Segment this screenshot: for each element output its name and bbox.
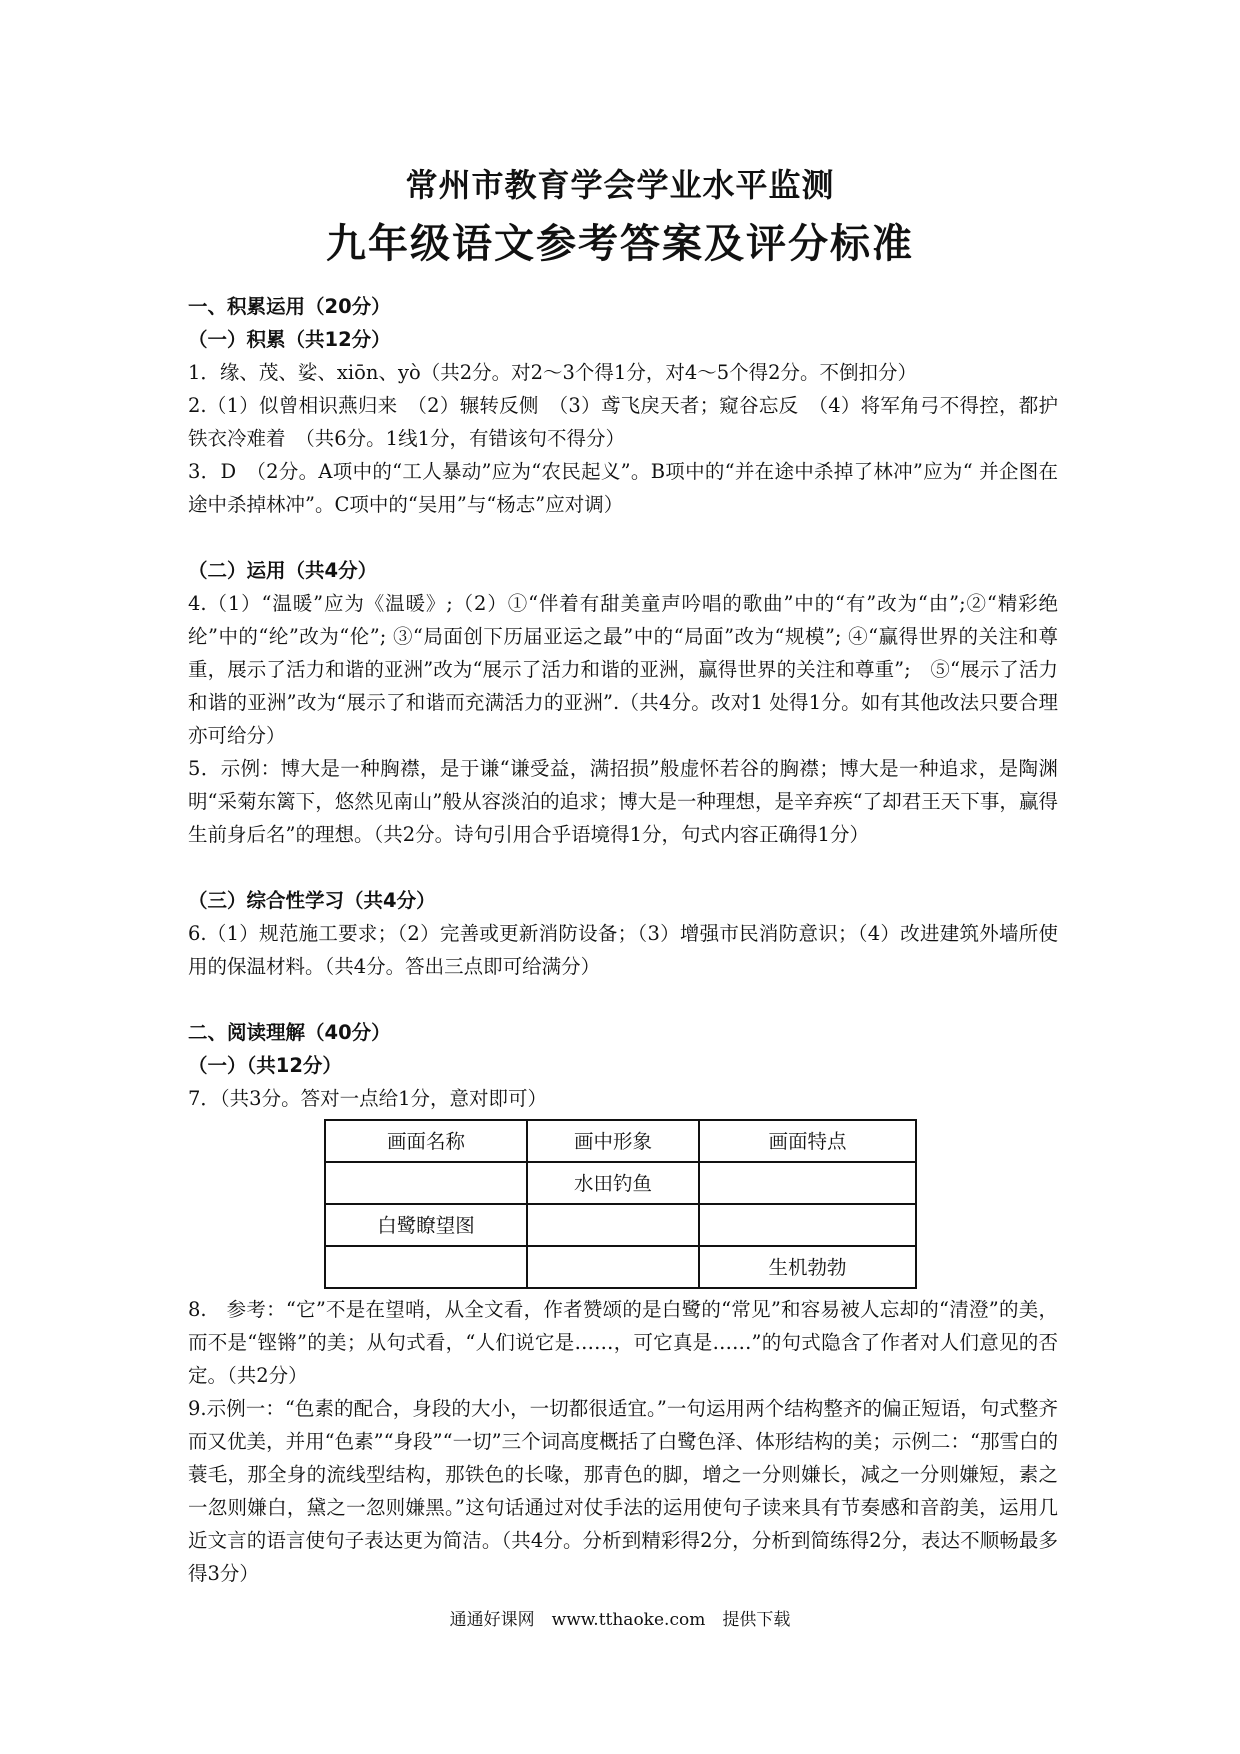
subsection-heading: （二）运用（共4分）	[188, 559, 378, 582]
answer-q8: 8. 参考：“它”不是在望哨，从全文看，作者赞颂的是白鹭的“常见”和容易被人忘却的“清澄”的美，而不是“铿锵”的美；从句式看，“人们说它是……，可它真是……”的句式隐含了作者对人们意见的否定。（共2分）	[188, 1298, 1058, 1387]
section-heading: 二、阅读理解（40分）	[188, 1021, 391, 1044]
table-cell	[527, 1204, 699, 1246]
document-body	[188, 290, 1058, 1590]
document-subtitle: 九年级语文参考答案及评分标准	[326, 220, 914, 267]
table-cell: 白鹭瞭望图	[325, 1204, 527, 1246]
answer-q1: 1．缘、茂、娑、xiōn、yò（共2分。对2～3个得1分，对4～5个得2分。不倒扣分）	[188, 361, 918, 384]
table-cell	[325, 1162, 527, 1204]
table-cell: 水田钓鱼	[527, 1162, 699, 1204]
table-cell: 生机勃勃	[699, 1246, 916, 1288]
table-cell	[699, 1162, 916, 1204]
table-header-row	[325, 1120, 916, 1162]
table-cell	[325, 1246, 527, 1288]
page-footer: 通通好课网 www.tthaoke.com 提供下载	[449, 1610, 791, 1630]
answer-q3: 3．D （2分。A项中的“工人暴动”应为“农民起义”。B项中的“并在途中杀掉了林冲”应为“ 并企图在途中杀掉林冲”。C项中的“吴用”与“杨志”应对调）	[188, 460, 1058, 516]
subsection-heading: （一）（共12分）	[188, 1054, 342, 1077]
answer-q9: 9.示例一：“色素的配合，身段的大小，一切都很适宜。”一句运用两个结构整齐的偏正短语，句式整齐而又优美，并用“色素”“身段”“一切”三个词高度概括了白鹭色泽、体形结构的美；示例二：“那雪白的蓑毛，那全身的流线型结构，那铁色的长喙，那青色的脚，增之一分则嫌长，减之一分则嫌短，素之一忽则嫌白，黛之一忽则嫌黑。”这句话通过对仗手法的运用使句子读来具有节奏感和音韵美，运用几近文言的语言使句子表达更为简洁。（共4分。分析到精彩得2分，分析到简练得2分，表达不顺畅最多得3分）	[188, 1397, 1058, 1585]
table-header-cell: 画中形象	[527, 1120, 699, 1162]
table-row	[325, 1246, 916, 1288]
table-cell	[699, 1204, 916, 1246]
section-heading: 一、积累运用（20分）	[188, 295, 391, 318]
answer-table	[324, 1119, 917, 1289]
table-cell	[527, 1246, 699, 1288]
table-header-cell: 画面名称	[325, 1120, 527, 1162]
answer-q6: 6.（1）规范施工要求；（2）完善或更新消防设备；（3）增强市民消防意识；（4）改进建筑外墙所使用的保温材料。（共4分。答出三点即可给满分）	[188, 922, 1058, 978]
subsection-heading: （三）综合性学习（共4分）	[188, 889, 436, 912]
table-row	[325, 1204, 916, 1246]
document-title: 常州市教育学会学业水平监测	[405, 166, 835, 204]
answer-q5: 5．示例：博大是一种胸襟，是于谦“谦受益，满招损”般虚怀若谷的胸襟；博大是一种追求，是陶渊明“采菊东篱下，悠然见南山”般从容淡泊的追求；博大是一种理想，是辛弃疾“了却君王天下事，赢得生前身后名”的理想。（共2分。诗句引用合乎语境得1分，句式内容正确得1分）	[188, 757, 1058, 846]
table-header-cell: 画面特点	[699, 1120, 916, 1162]
answer-q2: 2.（1）似曾相识燕归来 （2）辗转反侧 （3）鸢飞戾天者；窥谷忘反 （4）将军角弓不得控，都护铁衣冷难着 （共6分。1线1分，有错该句不得分）	[188, 394, 1058, 450]
answer-q4: 4.（1）“温暖”应为《温暖》;（2）①“伴着有甜美童声吟唱的歌曲”中的“有”改为“由”;②“精彩绝纶”中的“纶”改为“伦”; ③“局面创下历届亚运之最”中的“局面”改为“规模”; ④“赢得世界的关注和尊重，展示了活力和谐的亚洲”改为“展示了活力和谐的亚洲，赢得世界的关注和尊重”; ⑤“展示了活力和谐的亚洲”改为“展示了和谐而充满活力的亚洲”.（共4分。改对1 处得1分。如有其他改法只要合理亦可给分）	[188, 592, 1058, 747]
answer-q7: 7．（共3分。答对一点给1分，意对即可）	[188, 1087, 547, 1110]
subsection-heading: （一）积累（共12分）	[188, 328, 391, 351]
table-row	[325, 1162, 916, 1204]
